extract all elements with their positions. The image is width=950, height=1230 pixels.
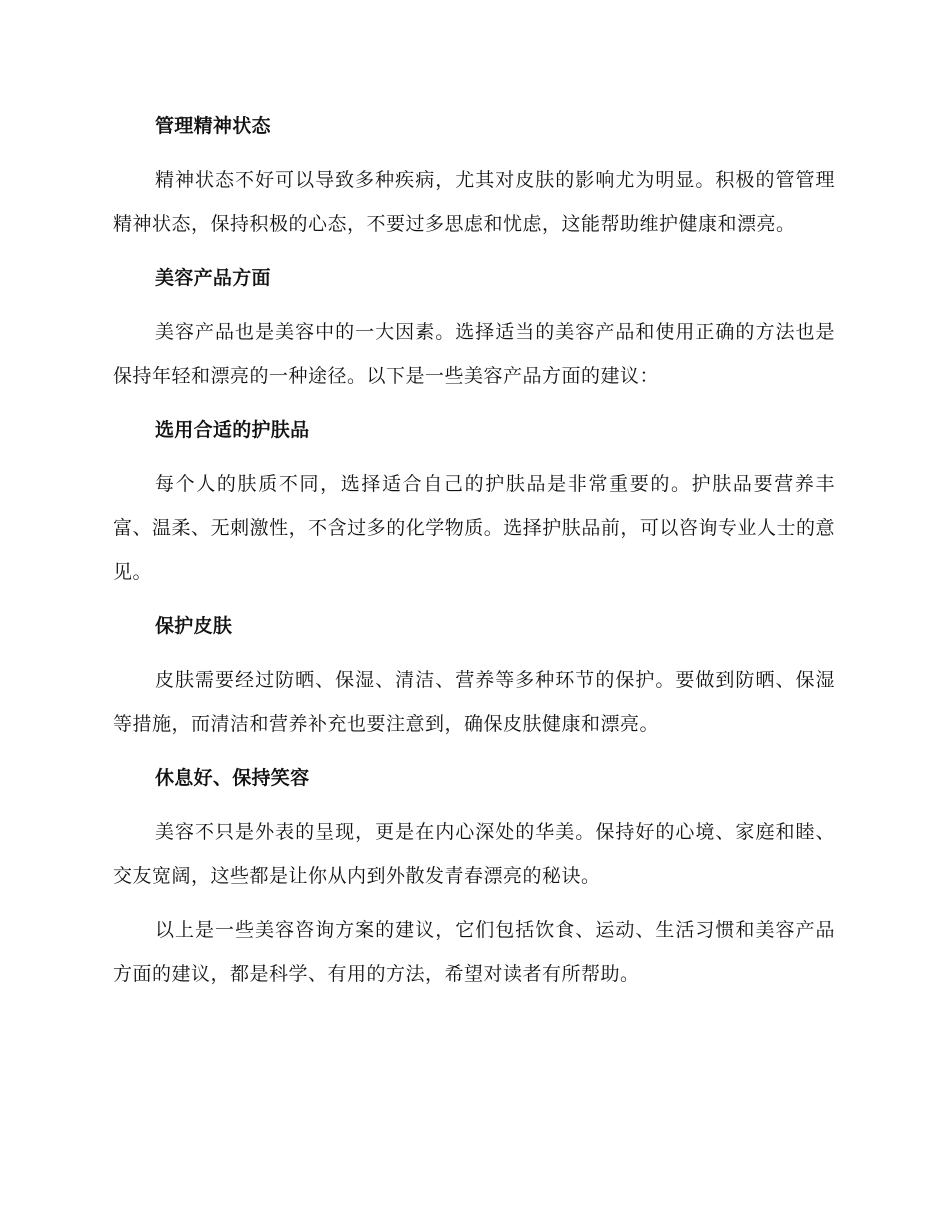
- section-paragraph-beauty-products: 美容产品也是美容中的一大因素。选择适当的美容产品和使用正确的方法也是保持年轻和漂亮的一种途径。以下是一些美容产品方面的建议：: [113, 321, 835, 387]
- section-paragraph-mental-state: 精神状态不好可以导致多种疾病，尤其对皮肤的影响尤为明显。积极的管管理精神状态，保持积极的心态，不要过多思虑和忧虑，这能帮助维护健康和漂亮。: [113, 169, 835, 235]
- conclusion-paragraph: 以上是一些美容咨询方案的建议，它们包括饮食、运动、生活习惯和美容产品方面的建议，都是科学、有用的方法，希望对读者有所帮助。: [113, 919, 835, 985]
- section-heading-mental-state: 管理精神状态: [155, 115, 271, 137]
- section-heading-beauty-products: 美容产品方面: [155, 267, 271, 289]
- section-paragraph-skincare-choice: 每个人的肤质不同，选择适合自己的护肤品是非常重要的。护肤品要营养丰富、温柔、无刺激性，不含过多的化学物质。选择护肤品前，可以咨询专业人士的意见。: [113, 473, 835, 583]
- section-heading-rest-smile: 休息好、保持笑容: [155, 767, 310, 789]
- section-heading-protect-skin: 保护皮肤: [155, 615, 233, 637]
- section-paragraph-rest-smile: 美容不只是外表的呈现，更是在内心深处的华美。保持好的心境、家庭和睦、交友宽阔，这些都是让你从内到外散发青春漂亮的秘诀。: [113, 821, 835, 887]
- section-heading-skincare-choice: 选用合适的护肤品: [155, 419, 310, 441]
- section-paragraph-protect-skin: 皮肤需要经过防晒、保湿、清洁、营养等多种环节的保护。要做到防晒、保湿等措施，而清洁和营养补充也要注意到，确保皮肤健康和漂亮。: [113, 669, 835, 735]
- document-body: [113, 104, 835, 1006]
